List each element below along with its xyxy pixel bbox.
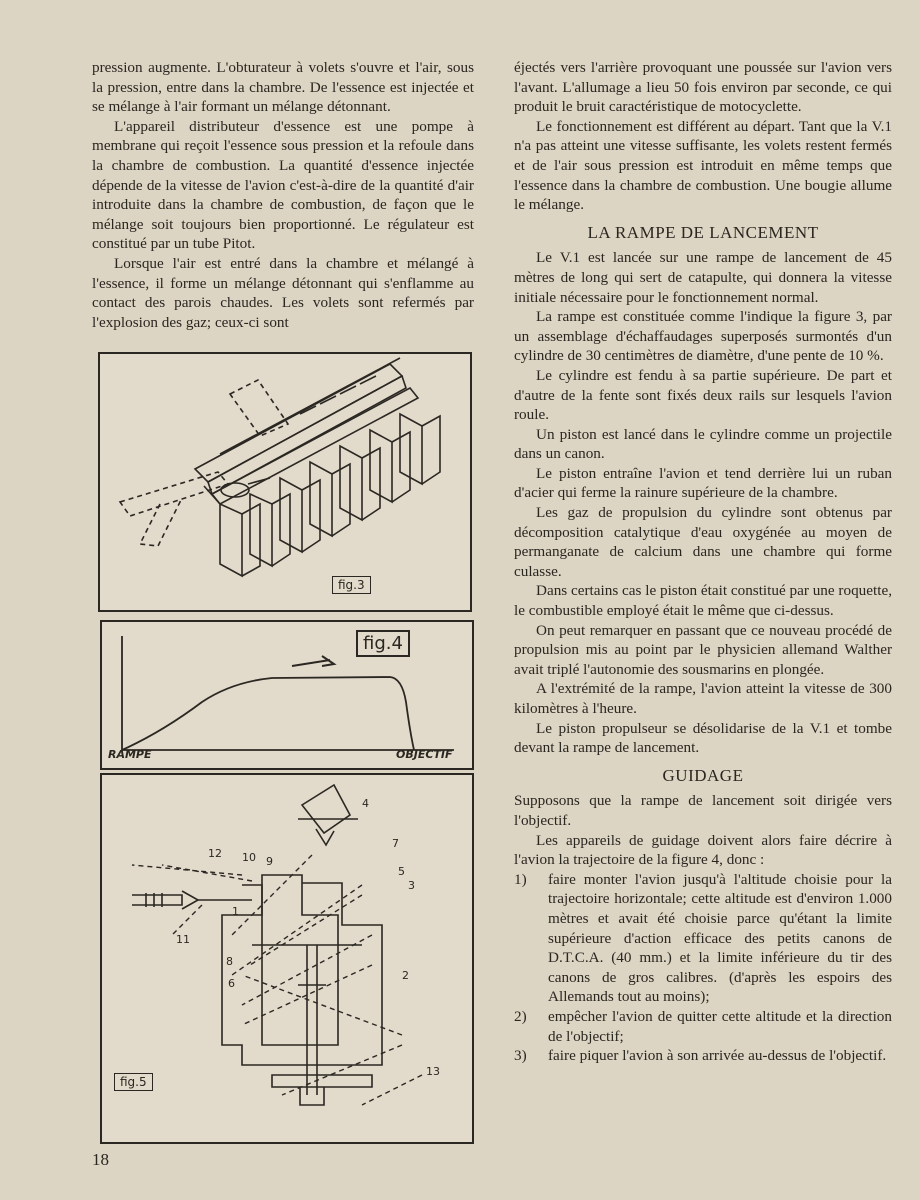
paragraph: Le fonctionnement est différent au départ. Tant que la V.1 n'a pas atteint une vitesse suffisante, les volets restent fermés et de l'air sous pression est introduit en même temps que l'essence dans la chambre de combustion. Une bougie allume le mélange.	[514, 117, 892, 214]
section-heading-rampe: LA RAMPE DE LANCEMENT	[587, 222, 819, 242]
paragraph: A l'extrémité de la rampe, l'avion atteint la vitesse de 300 kilomètres à l'heure.	[514, 680, 892, 717]
list-number: 1)	[514, 870, 527, 888]
callout-11: 11	[176, 933, 190, 946]
figure-5-label: fig.5	[114, 1073, 153, 1091]
list-item	[514, 1046, 892, 1066]
trajectory-drawing	[102, 622, 472, 768]
x-end-label: OBJECTIF	[396, 748, 453, 761]
list-number: 3)	[514, 1047, 527, 1065]
paragraph: éjectés vers l'arrière provoquant une poussée sur l'avion vers l'avant. L'allumage a lieu 50 fois environ par seconde, ce qui produit le bruit caractéristique de motocyclette.	[514, 59, 892, 116]
paragraph: L'appareil distributeur d'essence est une pompe à membrane qui reçoit l'essence sous pression et la refoule dans la chambre de combustion. La quantité d'essence injectée dépende de la vitesse de l'avion c'est-à-dire de la quantité d'air introduite dans la chambre de combustion, de façon que le mélange soit toujours bien proportionné. Le régulateur est constitué par un tube Pitot.	[92, 117, 474, 253]
x-start-label: RAMPE	[108, 748, 152, 761]
paragraph: Le V.1 est lancée sur une rampe de lancement de 45 mètres de long qui sert de catapulte, qui donnera la vitesse initiale nécessaire pour le fonctionnement normal.	[514, 249, 892, 306]
paragraph: Un piston est lancé dans le cylindre comme un projectile dans un canon.	[514, 425, 892, 463]
paragraph: On peut remarquer en passant que ce nouveau procédé de propulsion mis au point par le physicien allemand Walther avait triplé l'autonomie des sousmarins en plongée.	[514, 621, 892, 678]
paragraph: Le piston entraîne l'avion et tend derrière lui un ruban d'acier qui ferme la rainure supérieure de la chambre.	[514, 464, 892, 502]
callout-4: 4	[362, 797, 369, 810]
list-text: empêcher l'avion de quitter cette altitude et la direction de l'objectif;	[548, 1007, 892, 1045]
paragraph: Le piston propulseur se désolidarise de la V.1 et tombe devant la rampe de lancement.	[514, 719, 892, 757]
list-item	[514, 1007, 892, 1046]
figure-5-guidance-device	[100, 773, 474, 1144]
paragraph: Supposons que la rampe de lancement soit dirigée vers l'objectif.	[514, 792, 892, 829]
right-column	[514, 58, 892, 1066]
paragraph: Les gaz de propulsion du cylindre sont obtenus par décomposition catalytique d'eau oxygénée au moyen de permanganate de calcium dans une chambre qui forme culasse.	[514, 504, 892, 580]
figure-4-label: fig.4	[356, 630, 410, 657]
list-item	[514, 870, 892, 1007]
callout-1: 1	[232, 905, 239, 918]
callout-10: 10	[242, 851, 256, 864]
page-number: 18	[92, 1150, 109, 1169]
figure-3-launch-ramp	[98, 352, 472, 612]
callout-7: 7	[392, 837, 399, 850]
figure-3-label: fig.3	[332, 576, 371, 594]
paragraph: Le cylindre est fendu à sa partie supérieure. De part et d'autre de la fente sont fixés deux rails sur lesquels l'avion roule.	[514, 366, 892, 424]
paragraph: Dans certains cas le piston était constitué par une roquette, le combustible employé était le même que ci-dessus.	[514, 582, 892, 620]
list-text: faire piquer l'avion à son arrivée au-dessus de l'objectif.	[548, 1047, 887, 1065]
callout-5: 5	[398, 865, 405, 878]
callout-3: 3	[408, 879, 415, 892]
callout-9: 9	[266, 855, 273, 868]
callout-12: 12	[208, 847, 222, 860]
paragraph: Lorsque l'air est entré dans la chambre et mélangé à l'essence, il forme un mélange détonnant qui s'enflamme au contact des parois chaudes. Les volets sont refermés par l'explosion des gaz; ceux-ci sont	[92, 254, 474, 331]
section-heading-guidage: GUIDAGE	[662, 765, 744, 785]
figure-4-trajectory	[100, 620, 474, 770]
paragraph: La rampe est constituée comme l'indique la figure 3, par un assemblage d'échaffaudages superposés surmontés d'un cylindre de 30 centimètres de diamètre, d'une pente de 10 %.	[514, 308, 892, 365]
callout-2: 2	[402, 969, 409, 982]
ramp-drawing	[100, 354, 470, 610]
list-number: 2)	[514, 1007, 527, 1025]
callout-6: 6	[228, 977, 235, 990]
callout-8: 8	[226, 955, 233, 968]
callout-13: 13	[426, 1065, 440, 1078]
guidance-drawing	[102, 775, 472, 1142]
list-text: faire monter l'avion jusqu'à l'altitude choisie pour la trajectoire horizontale; cette altitude est d'environ 1.000 mètres et avait été choisie parce qu'étant la limite supérieure d'action efficace des petits canons de D.T.C.A. (40 mm.) et la limite inférieure du tir des canons de gros calibres. (d'après les espoirs des Allemands tout au moins);	[548, 870, 892, 1006]
paragraph: Les appareils de guidage doivent alors faire décrire à l'avion la trajectoire de la figure 4, donc :	[514, 831, 892, 869]
paragraph: pression augmente. L'obturateur à volets s'ouvre et l'air, sous la pression, entre dans la chambre. De l'essence est injectée et se mélange à l'air formant un mélange détonnant.	[92, 59, 474, 116]
guidage-list	[514, 870, 892, 1066]
left-column	[92, 58, 474, 332]
